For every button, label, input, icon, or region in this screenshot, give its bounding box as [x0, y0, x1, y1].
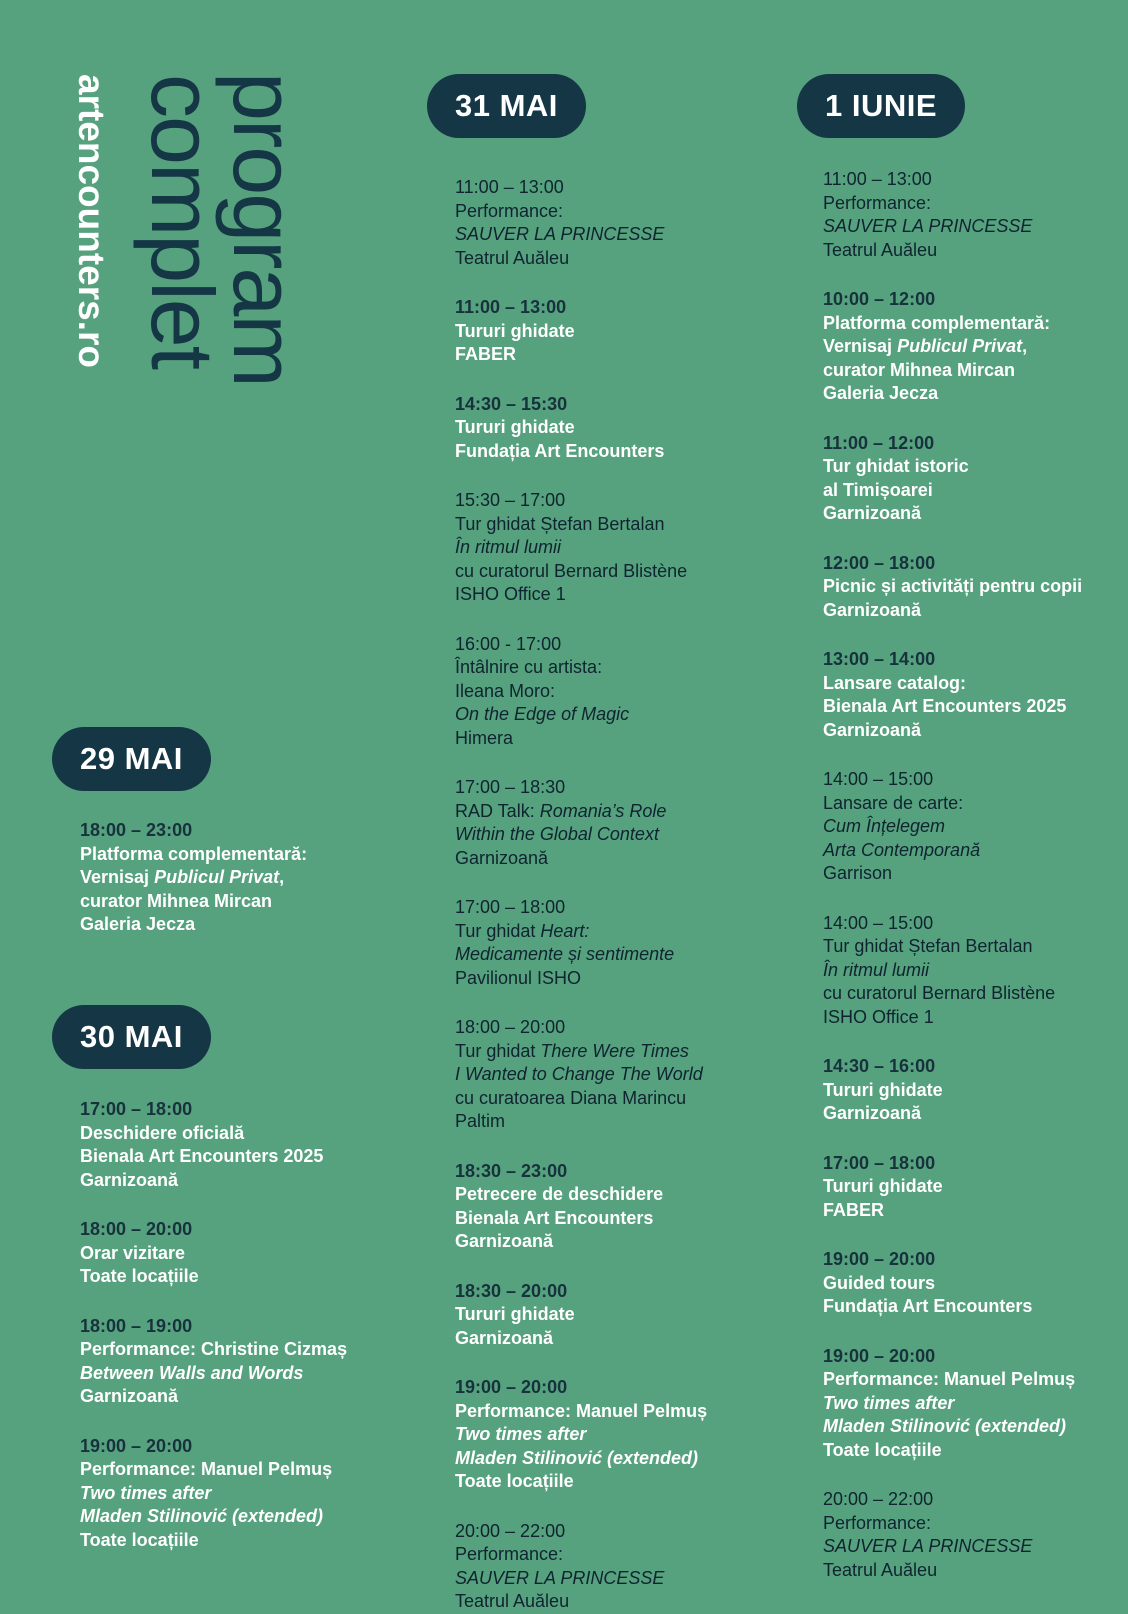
event-line [823, 502, 1123, 526]
event-title-italic: Cum Înțelegem [823, 816, 946, 836]
event-text: , [1022, 336, 1028, 356]
event-line [455, 1447, 785, 1471]
event-line [455, 1040, 785, 1064]
event-text: Platforma complementară: [80, 843, 308, 864]
event-time: 10:00 – 12:00 [823, 289, 936, 309]
event-title-italic: Arta Contemporană [823, 839, 981, 860]
event-line [823, 719, 1123, 743]
event-text: Deschidere oficială [80, 1122, 245, 1143]
event-time: 20:00 – 22:00 [455, 1520, 566, 1541]
event-time: 16:00 - 17:00 [455, 633, 562, 654]
event-line [80, 1122, 380, 1146]
event-title-italic: Two times after [455, 1424, 587, 1444]
event-time: 13:00 – 14:00 [823, 649, 936, 669]
event-time: 17:00 – 18:00 [80, 1099, 193, 1119]
event-line [823, 862, 1123, 886]
event-text: Performance: Manuel Pelmuș [455, 1400, 708, 1421]
event-time: 17:00 – 18:30 [455, 777, 566, 797]
event-line [455, 1303, 785, 1327]
title-program: program [215, 72, 314, 386]
event-text: Lansare de carte: [823, 792, 964, 813]
event-title-italic: Mladen Stilinović (extended) [455, 1447, 699, 1468]
event-line [455, 223, 785, 247]
event-text: Tur ghidat [455, 1040, 541, 1061]
schedule-event [823, 1152, 1123, 1223]
event-time: 11:00 – 12:00 [823, 432, 935, 453]
day-badge-1-iunie: 1 IUNIE [797, 74, 965, 138]
event-line [455, 320, 785, 344]
event-text: Tur ghidat Ștefan Bertalan [455, 513, 665, 534]
event-text: Performance: [455, 200, 564, 221]
event-text: Galeria Jecza [80, 914, 196, 934]
event-line [823, 1175, 1123, 1199]
event-line [80, 1145, 380, 1169]
schedule-event [455, 176, 785, 270]
schedule-event [455, 896, 785, 990]
event-time: 17:00 – 18:00 [823, 1152, 936, 1173]
event-line [455, 440, 785, 464]
event-line [823, 455, 1123, 479]
event-line [823, 815, 1123, 839]
event-title-italic: Heart: [540, 920, 590, 941]
event-title-italic: On the Edge of Magic [455, 704, 630, 724]
event-text: Teatrul Auăleu [455, 1591, 570, 1611]
schedule-event [823, 1055, 1123, 1126]
event-title-italic: În ritmul lumii [823, 959, 930, 980]
schedule-event [80, 1435, 380, 1553]
schedule-event [80, 1218, 380, 1289]
title-complet: complet [133, 74, 232, 369]
event-line [80, 1482, 380, 1506]
event-text: Vernisaj [823, 336, 898, 356]
schedule-event [823, 1248, 1123, 1319]
schedule-event [823, 432, 1123, 526]
event-title-italic: SAUVER LA PRINCESSE [455, 1567, 665, 1588]
event-text: Garnizoană [823, 719, 922, 740]
event-text: Garrison [823, 863, 893, 883]
event-line [455, 1400, 785, 1424]
event-text: Himera [455, 727, 514, 748]
schedule-event [823, 552, 1123, 623]
event-line [455, 920, 785, 944]
event-text: cu curatoarea Diana Marincu [455, 1087, 687, 1108]
event-line [455, 247, 785, 271]
event-line [455, 1543, 785, 1567]
event-line [455, 343, 785, 367]
event-title-italic: Medicamente și sentimente [455, 944, 675, 964]
event-line [455, 1327, 785, 1351]
event-title-italic: There Were Times [540, 1040, 689, 1061]
website-url: artencounters.ro [71, 74, 112, 369]
event-line [80, 1458, 380, 1482]
event-text: Tur ghidat Ștefan Bertalan [823, 936, 1033, 956]
event-line [455, 967, 785, 991]
event-time: 19:00 – 20:00 [823, 1345, 936, 1366]
event-line [455, 727, 785, 751]
event-line [455, 1590, 785, 1614]
event-text: Picnic și activități pentru copii [823, 576, 1083, 596]
event-line [455, 800, 785, 824]
event-line [80, 1505, 380, 1529]
event-time: 14:30 – 16:00 [823, 1056, 936, 1076]
schedule-event [823, 1345, 1123, 1463]
event-line [823, 1535, 1123, 1559]
event-line [823, 982, 1123, 1006]
schedule-event [823, 288, 1123, 406]
event-text: Performance: [823, 1512, 932, 1533]
event-text: Petrecere de deschidere [455, 1184, 664, 1204]
event-line [823, 1079, 1123, 1103]
event-text: Teatrul Auăleu [823, 1559, 938, 1580]
event-title-italic: Two times after [823, 1392, 955, 1413]
event-time: 20:00 – 22:00 [823, 1489, 934, 1509]
event-text: Bienala Art Encounters 2025 [80, 1146, 324, 1166]
event-line [455, 200, 785, 224]
event-line [823, 239, 1123, 263]
event-title-italic: Mladen Stilinović (extended) [823, 1416, 1067, 1436]
event-line [823, 599, 1123, 623]
event-line [823, 359, 1123, 383]
event-line [455, 823, 785, 847]
event-text: Teatrul Auăleu [823, 239, 938, 260]
event-title-italic: Publicul Privat [897, 336, 1023, 356]
event-text: Tururi ghidate [823, 1176, 943, 1196]
event-time: 12:00 – 18:00 [823, 552, 936, 573]
event-line [823, 192, 1123, 216]
schedule-event [455, 776, 785, 870]
event-line [80, 843, 380, 867]
event-line [455, 1207, 785, 1231]
event-text: curator Mihnea Mircan [823, 359, 1016, 380]
schedule-event [455, 489, 785, 607]
schedule-event [823, 1488, 1123, 1582]
event-text: Performance: Christine Cizmaș [80, 1339, 348, 1359]
event-title-italic: SAUVER LA PRINCESSE [455, 224, 665, 244]
event-line [455, 1110, 785, 1134]
event-line [80, 1529, 380, 1553]
event-text: Garnizoană [80, 1169, 179, 1190]
event-time: 18:30 – 20:00 [455, 1280, 568, 1301]
event-text: Fundația Art Encounters [455, 440, 665, 461]
event-text: ISHO Office 1 [455, 584, 566, 604]
event-text: Tururi ghidate [455, 1304, 575, 1324]
event-text: Garnizoană [823, 503, 922, 523]
schedule-event [455, 1280, 785, 1351]
event-text: Garnizoană [823, 599, 922, 620]
day-badge-30-mai: 30 MAI [52, 1005, 211, 1069]
event-line [823, 335, 1123, 359]
event-line [455, 1063, 785, 1087]
event-line [455, 703, 785, 727]
event-text: Garnizoană [80, 1386, 179, 1406]
event-text: Bienala Art Encounters [455, 1207, 654, 1228]
event-time: 14:00 – 15:00 [823, 912, 934, 933]
event-text: Performance: [823, 192, 932, 213]
event-time: 15:30 – 17:00 [455, 490, 566, 510]
event-title-italic: Mladen Stilinović (extended) [80, 1506, 324, 1526]
event-line [455, 656, 785, 680]
event-text: FABER [823, 1199, 885, 1220]
event-line [823, 1392, 1123, 1416]
event-text: Teatrul Auăleu [455, 247, 570, 268]
event-line [80, 1338, 380, 1362]
event-line [823, 672, 1123, 696]
event-line [455, 1567, 785, 1591]
event-time: 11:00 – 13:00 [823, 169, 932, 189]
event-line [80, 1169, 380, 1193]
event-line [823, 575, 1123, 599]
event-line [80, 1242, 380, 1266]
event-text: Garnizoană [823, 1103, 922, 1123]
schedule-event [823, 768, 1123, 886]
event-line [823, 792, 1123, 816]
event-line [823, 1272, 1123, 1296]
schedule-event [80, 1315, 380, 1409]
event-line [455, 1183, 785, 1207]
schedule-event [823, 168, 1123, 262]
event-line [823, 1102, 1123, 1126]
event-text: Performance: [455, 1544, 564, 1564]
event-line [80, 1385, 380, 1409]
event-time: 14:00 – 15:00 [823, 769, 934, 789]
event-line [823, 1415, 1123, 1439]
event-line [823, 695, 1123, 719]
event-text: RAD Talk: [455, 800, 540, 821]
event-line [455, 1087, 785, 1111]
schedule-event [455, 633, 785, 751]
event-title-italic: Romania’s Role [539, 800, 667, 821]
schedule-29-mai [80, 819, 380, 937]
event-line [823, 935, 1123, 959]
event-text: al Timișoarei [823, 479, 933, 500]
event-text: Garnizoană [455, 847, 549, 868]
event-line [455, 560, 785, 584]
schedule-30-mai [80, 1098, 380, 1552]
event-time: 19:00 – 20:00 [455, 1377, 568, 1397]
event-time: 18:30 – 23:00 [455, 1160, 568, 1181]
event-text: Garnizoană [455, 1231, 554, 1251]
event-line [455, 680, 785, 704]
event-line [455, 847, 785, 871]
event-line [455, 1230, 785, 1254]
schedule-event [455, 393, 785, 464]
event-text: Tururi ghidate [455, 417, 575, 437]
event-line [823, 1368, 1123, 1392]
event-line [455, 416, 785, 440]
schedule-event [455, 1520, 785, 1614]
event-line [823, 215, 1123, 239]
event-time: 18:00 – 20:00 [455, 1017, 566, 1037]
event-text: Toate locațiile [80, 1266, 199, 1286]
event-line [823, 479, 1123, 503]
event-time: 19:00 – 20:00 [80, 1435, 193, 1456]
event-text: Paltim [455, 1111, 506, 1131]
event-text: Ileana Moro: [455, 680, 556, 701]
event-text: Vernisaj [80, 867, 155, 887]
event-text: Fundația Art Encounters [823, 1296, 1033, 1316]
event-line [823, 1199, 1123, 1223]
event-text: ISHO Office 1 [823, 1006, 934, 1027]
event-line [455, 583, 785, 607]
event-line [823, 382, 1123, 406]
event-text: Bienala Art Encounters 2025 [823, 696, 1067, 716]
event-line [823, 1559, 1123, 1583]
schedule-event [823, 912, 1123, 1030]
event-line [823, 1512, 1123, 1536]
event-time: 17:00 – 18:00 [455, 897, 566, 917]
event-time: 18:00 – 23:00 [80, 820, 193, 840]
schedule-event [80, 1098, 380, 1192]
event-time: 18:00 – 20:00 [80, 1219, 193, 1239]
event-text: Performance: Manuel Pelmuș [823, 1369, 1076, 1389]
event-text: Guided tours [823, 1272, 935, 1293]
event-text: Performance: Manuel Pelmuș [80, 1459, 333, 1479]
event-title-italic: SAUVER LA PRINCESSE [823, 1536, 1033, 1556]
schedule-1-iunie [823, 168, 1123, 1582]
event-line [823, 312, 1123, 336]
event-text: Toate locațiile [823, 1439, 942, 1460]
event-text: Întâlnire cu artista: [455, 657, 603, 677]
event-title-italic: Within the Global Context [455, 824, 659, 844]
schedule-event [80, 819, 380, 937]
event-line [455, 1470, 785, 1494]
event-line [80, 866, 380, 890]
event-text: Toate locațiile [455, 1471, 574, 1491]
schedule-event [455, 1016, 785, 1134]
event-line [823, 959, 1123, 983]
schedule-event [455, 1160, 785, 1254]
event-text: Toate locațiile [80, 1529, 199, 1550]
event-text: Tururi ghidate [823, 1079, 943, 1100]
event-line [455, 943, 785, 967]
event-title-italic: SAUVER LA PRINCESSE [823, 216, 1033, 236]
event-text: Pavilionul ISHO [455, 967, 582, 988]
event-title-italic: Between Walls and Words [80, 1362, 304, 1383]
event-time: 11:00 – 13:00 [455, 177, 564, 197]
schedule-event [455, 1376, 785, 1494]
event-line [80, 913, 380, 937]
event-line [80, 890, 380, 914]
event-text: Tur ghidat [455, 920, 541, 941]
event-text: Platforma complementară: [823, 312, 1051, 333]
event-text: Orar vizitare [80, 1242, 186, 1263]
event-title-italic: Two times after [80, 1482, 212, 1503]
event-time: 19:00 – 20:00 [823, 1249, 936, 1269]
event-line [80, 1265, 380, 1289]
schedule-event [823, 648, 1123, 742]
event-line [823, 1006, 1123, 1030]
event-text: cu curatorul Bernard Blistène [823, 983, 1056, 1003]
event-time: 11:00 – 13:00 [455, 297, 567, 317]
event-line [823, 839, 1123, 863]
event-line [80, 1362, 380, 1386]
event-line [823, 1295, 1123, 1319]
event-title-italic: Publicul Privat [154, 867, 280, 887]
event-line [455, 513, 785, 537]
day-badge-31-mai: 31 MAI [427, 74, 586, 138]
event-text: cu curatorul Bernard Blistène [455, 560, 688, 581]
event-time: 14:30 – 15:30 [455, 393, 568, 414]
event-text: curator Mihnea Mircan [80, 890, 273, 911]
event-text: Tur ghidat istoric [823, 456, 969, 476]
event-text: , [279, 867, 285, 887]
schedule-event [455, 296, 785, 367]
event-text: Lansare catalog: [823, 672, 967, 693]
event-line [455, 1423, 785, 1447]
event-title-italic: I Wanted to Change The World [455, 1064, 703, 1084]
event-text: Galeria Jecza [823, 383, 939, 403]
event-text: FABER [455, 344, 517, 364]
event-title-italic: În ritmul lumii [455, 537, 562, 557]
schedule-31-mai [455, 176, 785, 1614]
event-time: 18:00 – 19:00 [80, 1315, 193, 1336]
event-text: Tururi ghidate [455, 320, 575, 341]
event-line [455, 536, 785, 560]
event-line [823, 1439, 1123, 1463]
day-badge-29-mai: 29 MAI [52, 727, 211, 791]
event-text: Garnizoană [455, 1327, 554, 1348]
